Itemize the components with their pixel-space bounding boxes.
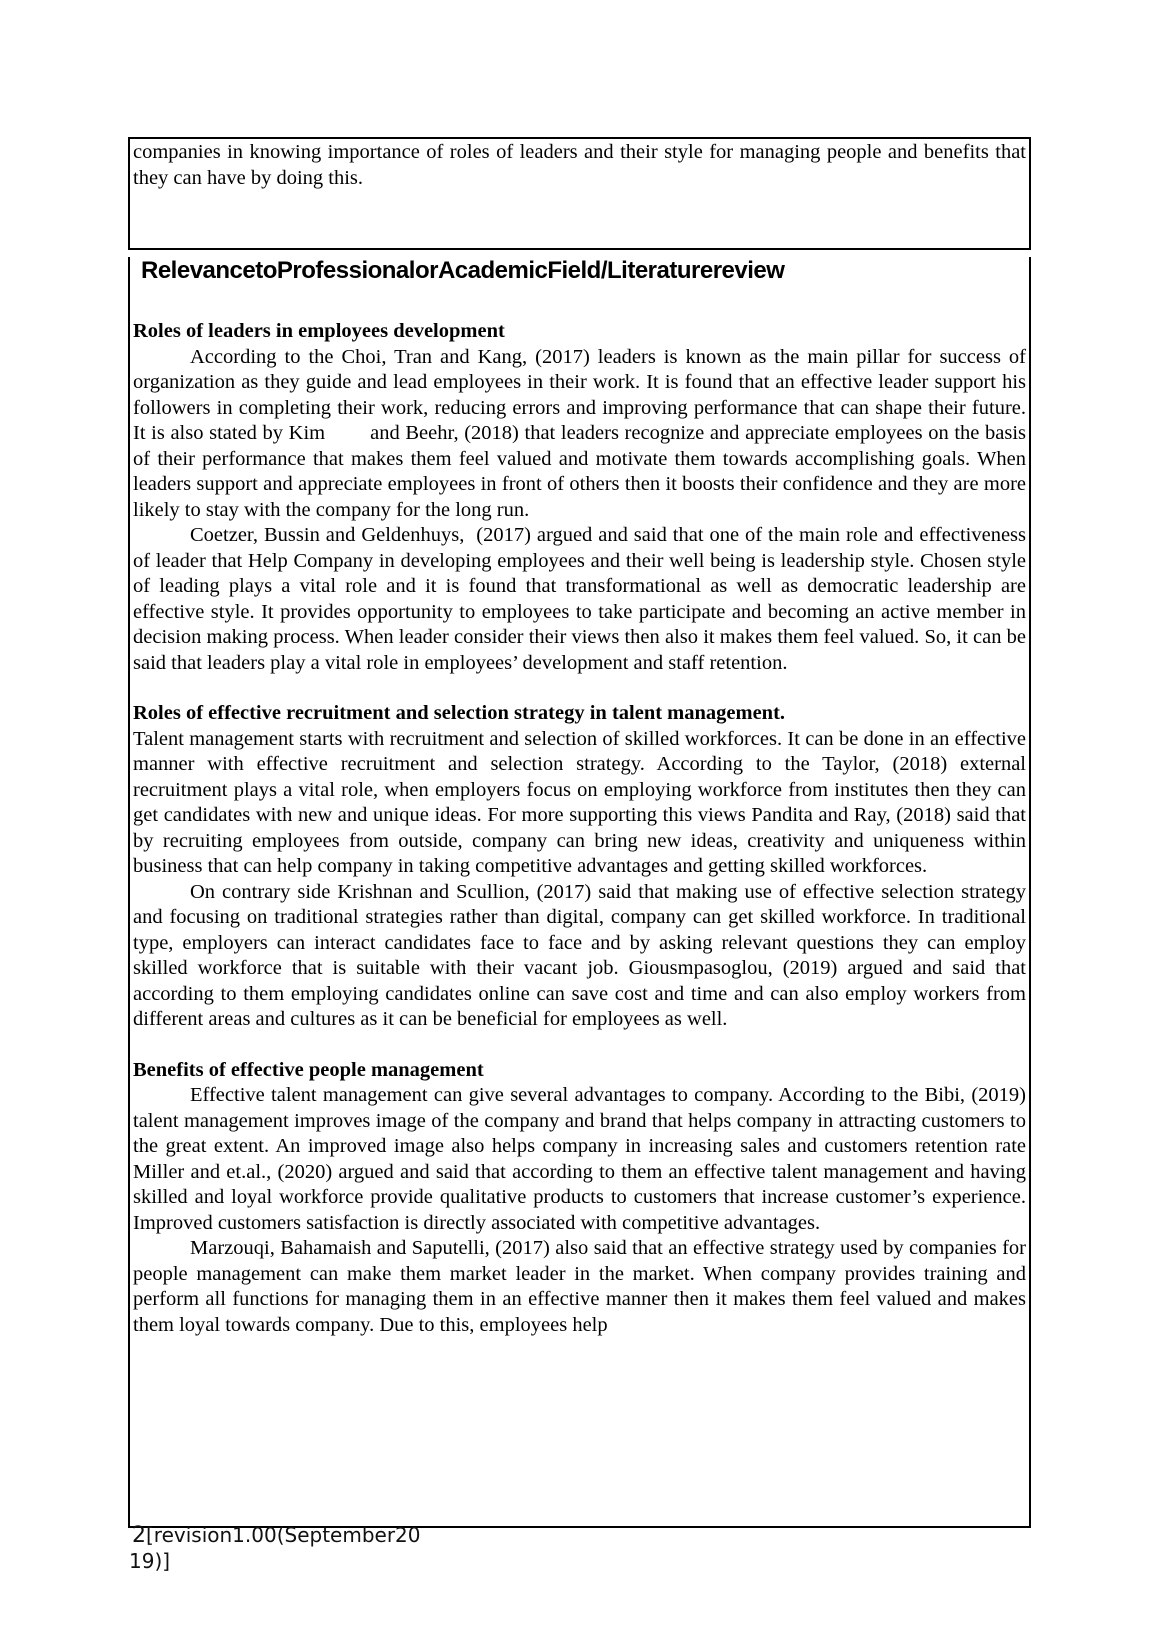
section-recruitment-strategy	[133, 701, 1026, 1033]
page-number: 2	[132, 1523, 146, 1548]
intro-cell	[128, 137, 1031, 250]
document-table	[128, 137, 1031, 1528]
section-heading: Roles of effective recruitment and selection strategy in talent management.	[133, 702, 786, 724]
section-paragraph: Coetzer, Bussin and Geldenhuys, (2017) argued and said that one of the main role and effectiveness of leader that Help Company in developing employees and their well being is leadership style. Chosen style of leading plays a vital role and it is found that transformational as well as democratic leadership are effective style. It provides opportunity to employees to take participate and becoming an active member in decision making process. When leader consider their views then also it makes them feel valued. So, it can be said that leaders play a vital role in employees’ development and staff retention.	[133, 524, 1026, 674]
page-footer	[129, 1523, 421, 1573]
main-heading: RelevancetoProfessionalorAcademicField/Literaturereview	[141, 257, 785, 284]
section-heading: Roles of leaders in employees development	[133, 320, 505, 342]
footer-clipped-line: 19)]	[129, 1549, 171, 1573]
section-paragraph: Talent management starts with recruitment and selection of skilled workforces. It can be done in an effective manner with effective recruitment and selection strategy. According to the Taylor, (2018) external recruitment plays a vital role, when employers focus on employing workforce from institutes then they can get candidates with new and unique ideas. For more supporting this views Pandita and Ray, (2018) said that by recruiting employees from outside, company can bring new ideas, creativity and uniqueness within business that can help company in taking competitive advantages and getting skilled workforces.	[133, 727, 1026, 877]
body-content	[133, 319, 1026, 1338]
section-heading: Benefits of effective people management	[133, 1058, 484, 1081]
intro-paragraph: companies in knowing importance of roles of leaders and their style for managing people and benefits that they can have by doing this.	[133, 141, 1026, 189]
section-paragraph: Effective talent management can give several advantages to company. According to the Bibi, (2019) talent management improves image of the company and brand that helps company in attracting customers to the great extent. An improved image also helps company in increasing sales and customers retention rate Miller and et.al., (2020) argued and said that according to them an effective talent management and having skilled and loyal workforce provide qualitative products to customers that increase customer’s experience. Improved customers satisfaction is directly associated with competitive advantages.	[133, 1084, 1026, 1234]
section-paragraph: Marzouqi, Bahamaish and Saputelli, (2017) also said that an effective strategy used by companies for people management can make them market leader in the market. When company provides training and perform all functions for managing them in an effective manner then it makes them feel valued and makes them loyal towards company. Due to this, employees help	[133, 1237, 1026, 1336]
section-paragraph: On contrary side Krishnan and Scullion, (2017) said that making use of effective selection strategy and focusing on traditional strategies rather than digital, company can get skilled workforce. In traditional type, employers can interact candidates face to face and by asking relevant questions they can employ skilled workforce that is suitable with their vacant job. Giousmpasoglou, (2019) argued and said that according to them employing candidates online can save cost and time and can also employ workers from different areas and cultures as it can be beneficial for employees as well.	[133, 880, 1026, 1030]
revision-text: [revision1.00(September20	[146, 1523, 421, 1547]
section-benefits-people-management	[133, 1058, 1026, 1339]
section-paragraph: According to the Choi, Tran and Kang, (2017) leaders is known as the main pillar for success of organization as they guide and lead employees in their work. It is found that an effective leader support his followers in completing their work, reducing errors and improving performance that can shape their future. It is also stated by Kim and Beehr, (2018) that leaders recognize and appreciate employees on the basis of their performance that makes them feel valued and motivate them towards accomplishing goals. When leaders support and appreciate employees in front of others then it boosts their confidence and they are more likely to stay with the company for the long run.	[133, 345, 1026, 521]
section-roles-of-leaders	[133, 319, 1026, 676]
main-cell	[128, 257, 1031, 1528]
